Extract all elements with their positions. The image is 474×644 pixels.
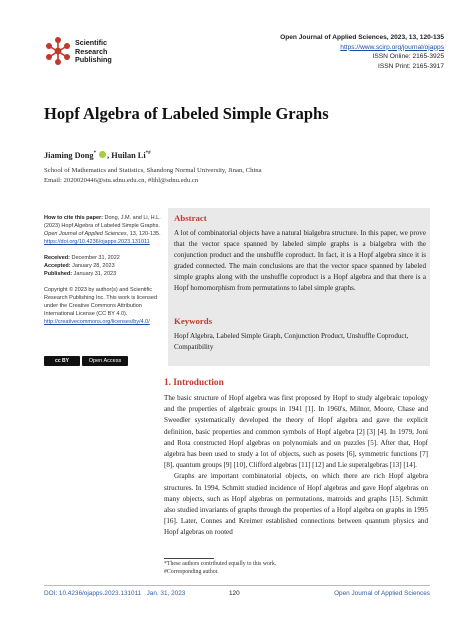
publisher-line: Publishing: [75, 55, 112, 65]
publisher-line: Scientific: [75, 38, 107, 47]
abstract-heading: Abstract: [174, 213, 207, 223]
published-label: Published:: [44, 271, 73, 277]
open-access-badge: Open Access: [82, 356, 128, 366]
cite-volume: , 13, 120-135.: [126, 231, 161, 237]
publisher-name: [75, 39, 112, 65]
publisher-line: Research: [75, 46, 108, 56]
published-date: [44, 270, 168, 278]
author-mark: *: [93, 151, 97, 157]
author-name[interactable]: Huilan Li: [111, 151, 146, 160]
issn-print: ISSN Print: 2165-3917: [378, 62, 444, 70]
license-link[interactable]: http://creativecommons.org/licenses/by/4.0/: [44, 319, 150, 325]
cc-by-icon[interactable]: cc BY: [44, 356, 80, 366]
footnote-rule: [164, 558, 214, 559]
author-name[interactable]: Jiaming Dong: [44, 151, 94, 160]
author-separator: ,: [107, 151, 112, 160]
email-line[interactable]: Email: 2020020446@stu.sdnu.edu.cn, #lihl@sdnu.edu.cn: [44, 177, 199, 184]
cite-label: How to cite this paper:: [44, 215, 103, 221]
copyright-notice: Copyright © 2023 by author(s) and Scientific Research Publishing Inc. This work is licensed under the Creative Commons Attribution International License (CC BY 4.0).: [44, 287, 158, 317]
accepted-date: [44, 262, 168, 270]
footer-doi-link[interactable]: DOI: 10.4236/ojapps.2023.131011: [44, 590, 142, 597]
issn-online: ISSN Online: 2165-3925: [372, 53, 444, 61]
affiliation-block: [44, 166, 262, 186]
received-date: [44, 254, 168, 262]
intro-paragraph: The basic structure of Hopf algebra was first proposed by Hopf to study algebraic topology and the properties of algebraic groups in 1941 [1]. In 1960's, Milnor, Moore, Chase and Sweedler systematically developed the theory of Hopf algebra and gave the explicit definition, basic properties and common symbols of Hopf algebra [2] [3] [4]. In 1979, Joni and Rota constructed Hopf algebras on polynomials and on puzzles [5]. After that, Hopf algebra has been used to study a lot of objects, such as posets [6], symmetric functions [7] [8], quantum groups [9] [10], Clifford algebras [11] [12] and Lie superalgebras [13] [14].: [164, 394, 428, 470]
cite-journal: Open Journal of Applied Sciences: [44, 231, 127, 237]
introduction-body: [164, 393, 428, 539]
journal-citation: Open Journal of Applied Sciences, 2023, 13, 120-135: [280, 34, 444, 41]
page-number: 120: [229, 590, 240, 597]
article-sidebar: [44, 214, 168, 326]
cite-text: Dong, J.M. and Li, H.L. (2023) Hopf Algebra of Labeled Simple Graphs.: [44, 215, 161, 229]
footnote: *These authors contributed equally to this work.: [164, 561, 277, 567]
accepted-label: Accepted:: [44, 263, 71, 269]
footer-rule: [44, 585, 430, 586]
introduction-heading: 1. Introduction: [164, 378, 224, 388]
received-value: December 31, 2022: [70, 255, 120, 261]
footnote: #Corresponding author.: [164, 569, 219, 575]
author-line: [44, 151, 151, 160]
keywords-heading: Keywords: [174, 316, 213, 326]
published-value: January 31, 2023: [72, 271, 117, 277]
received-label: Received:: [44, 255, 70, 261]
accepted-value: January 28, 2023: [70, 263, 115, 269]
intro-paragraph: Graphs are important combinatorial objects, on which there are rich Hopf algebra structures. In 1994, Schmitt studied incidence of Hopf algebras and gave Hopf algebras on many objects, such as Hopf algebras on permutations, matroids and graphs [15]. Schmitt also studied invariants of graphs through the properties of a Hopf algebra on graphs in 1995 [16]. Later, Connes and Kreimer established connections between quantum physics and Hopf algebras on rooted: [164, 472, 428, 537]
footer-doi: [44, 590, 185, 597]
article-title: Hopf Algebra of Labeled Simple Graphs: [44, 104, 329, 123]
cite-doi-link[interactable]: https://doi.org/10.4236/ojapps.2023.131011: [44, 239, 150, 245]
footnotes: [164, 560, 276, 576]
footer-date: Jan. 31, 2023: [146, 590, 186, 597]
footer-journal: Open Journal of Applied Sciences: [334, 590, 430, 597]
license-badges: [44, 356, 128, 366]
citation-block: [44, 214, 168, 246]
keywords-text: Hopf Algebra, Labeled Simple Graph, Conjunction Product, Unshuffle Coproduct, Compatibility: [174, 332, 409, 351]
abstract-text: A lot of combinatorial objects have a natural bialgebra structure. In this paper, we prove that the vector space spanned by labeled simple graphs is a bialgebra with the conjunction product and the unshuffle coproduct. In fact, it is a Hopf algebra since it is graded connected. The main conclusions are that the vector space spanned by labeled simple graphs along with the unshuffle coproduct is a Hopf algebra and that there is a Hopf homomorphism from permutations to label simple graphs.: [174, 229, 426, 292]
publisher-logo-icon: [44, 36, 72, 66]
author-mark: *#: [145, 151, 151, 157]
journal-url-link[interactable]: https://www.scirp.org/journal/ojapps: [340, 43, 444, 51]
affiliation: School of Mathematics and Statistics, Shandong Normal University, Jinan, China: [44, 167, 262, 174]
orcid-icon[interactable]: [99, 151, 106, 158]
journal-info: [280, 33, 444, 71]
